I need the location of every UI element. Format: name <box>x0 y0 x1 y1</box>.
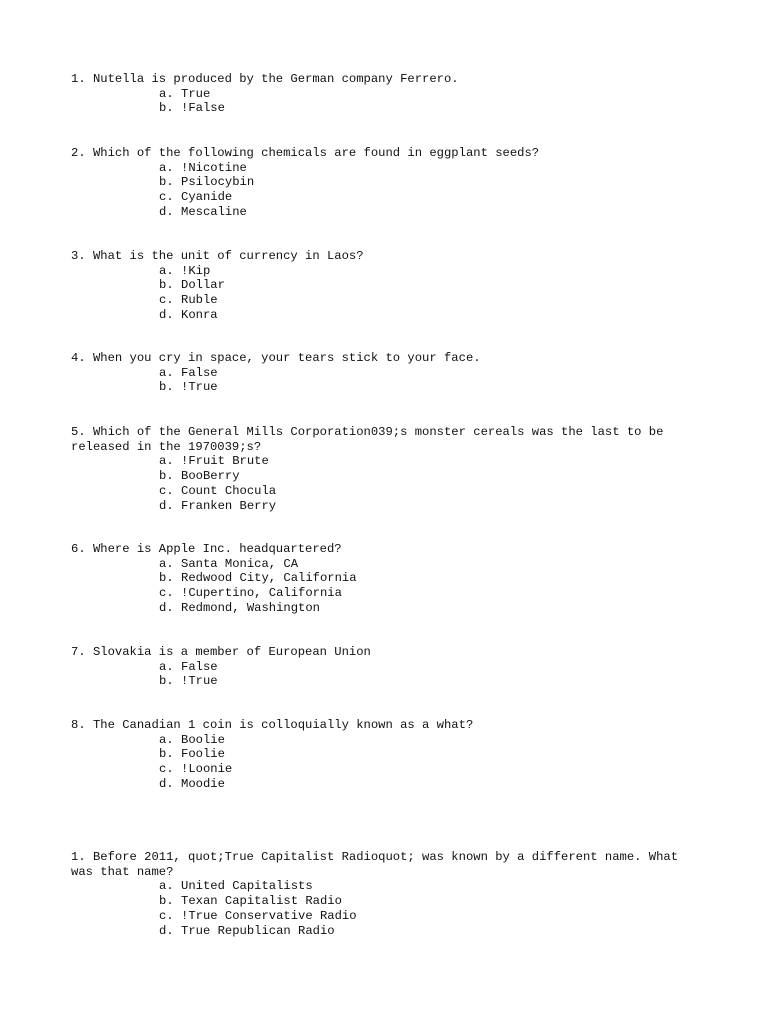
option <box>159 278 701 293</box>
question-text: 5. Which of the General Mills Corporation039;s monster cereals was the last to be released in the 1970039;s? <box>71 425 664 454</box>
option-letter: b. <box>159 175 174 190</box>
question-4 <box>71 351 701 395</box>
option <box>159 601 701 616</box>
option-letter: b. <box>159 380 174 395</box>
option-letter: c. <box>159 586 174 601</box>
option-list <box>71 87 701 116</box>
option <box>159 924 701 939</box>
option-text: Moodie <box>181 776 225 791</box>
question-9 <box>71 850 701 938</box>
option <box>159 674 701 689</box>
option-text: Count Chocula <box>181 483 277 498</box>
option-list <box>71 161 701 220</box>
option <box>159 366 701 381</box>
option-text: Ruble <box>181 293 218 308</box>
option-text: !Cupertino, California <box>181 586 342 601</box>
option-text: !True <box>181 380 218 395</box>
option-letter: c. <box>159 908 174 923</box>
question-5 <box>71 425 701 513</box>
question-text: 3. What is the unit of currency in Laos? <box>71 249 364 263</box>
option-text: Dollar <box>181 278 225 293</box>
option-letter: d. <box>159 923 174 938</box>
option <box>159 190 701 205</box>
option <box>159 484 701 499</box>
question-text: 2. Which of the following chemicals are found in eggplant seeds? <box>71 146 540 160</box>
option-text: BooBerry <box>181 469 240 484</box>
option-letter: c. <box>159 762 174 777</box>
option <box>159 894 701 909</box>
option-text: Redmond, Washington <box>181 600 320 615</box>
question-text: 1. Nutella is produced by the German company Ferrero. <box>71 72 459 86</box>
option <box>159 469 701 484</box>
option <box>159 205 701 220</box>
option <box>159 777 701 792</box>
option <box>159 762 701 777</box>
option-letter: d. <box>159 776 174 791</box>
question-2 <box>71 146 701 220</box>
option-letter: d. <box>159 204 174 219</box>
option <box>159 499 701 514</box>
option-text: Redwood City, California <box>181 571 357 586</box>
option-list <box>71 879 701 938</box>
option-text: True <box>181 86 211 101</box>
option-text: Konra <box>181 307 218 322</box>
option <box>159 380 701 395</box>
option-letter: b. <box>159 747 174 762</box>
option-letter: a. <box>159 365 174 380</box>
option-text: Mescaline <box>181 204 247 219</box>
option-text: !True Conservative Radio <box>181 908 357 923</box>
option-list <box>71 264 701 323</box>
option-text: !Nicotine <box>181 160 247 175</box>
option-letter: b. <box>159 469 174 484</box>
option <box>159 87 701 102</box>
option-list <box>71 366 701 395</box>
option <box>159 571 701 586</box>
question-text: 8. The Canadian 1 coin is colloquially known as a what? <box>71 718 474 732</box>
question-text: 1. Before 2011, quot;True Capitalist Radioquot; was known by a different name. What was that name? <box>71 850 679 879</box>
option-letter: d. <box>159 600 174 615</box>
question-1 <box>71 72 701 116</box>
option-letter: a. <box>159 263 174 278</box>
option-text: Foolie <box>181 747 225 762</box>
question-6 <box>71 542 701 616</box>
option <box>159 879 701 894</box>
option-letter: a. <box>159 86 174 101</box>
option-text: !False <box>181 101 225 116</box>
option-text: True Republican Radio <box>181 923 335 938</box>
option-text: Texan Capitalist Radio <box>181 894 342 909</box>
option-letter: a. <box>159 454 174 469</box>
option-letter: b. <box>159 674 174 689</box>
question-7 <box>71 645 701 689</box>
option-text: United Capitalists <box>181 879 313 894</box>
option-letter: c. <box>159 293 174 308</box>
option-letter: b. <box>159 571 174 586</box>
option-text: Santa Monica, CA <box>181 556 299 571</box>
option-letter: a. <box>159 659 174 674</box>
option-text: False <box>181 659 218 674</box>
option-text: Boolie <box>181 732 225 747</box>
option <box>159 586 701 601</box>
option-letter: a. <box>159 879 174 894</box>
option-text: Psilocybin <box>181 175 255 190</box>
option <box>159 909 701 924</box>
option-text: !True <box>181 674 218 689</box>
option <box>159 557 701 572</box>
question-3 <box>71 249 701 323</box>
option-text: False <box>181 365 218 380</box>
option-list <box>71 557 701 616</box>
option-letter: d. <box>159 498 174 513</box>
option-text: !Kip <box>181 263 211 278</box>
question-text: 4. When you cry in space, your tears stick to your face. <box>71 351 481 365</box>
option <box>159 264 701 279</box>
option-list <box>71 733 701 792</box>
option-letter: b. <box>159 101 174 116</box>
option <box>159 293 701 308</box>
option <box>159 161 701 176</box>
option-letter: b. <box>159 278 174 293</box>
question-8 <box>71 718 701 792</box>
option-text: !Fruit Brute <box>181 454 269 469</box>
option-text: Cyanide <box>181 190 233 205</box>
option-letter: a. <box>159 160 174 175</box>
option-list <box>71 660 701 689</box>
option <box>159 660 701 675</box>
option-list <box>71 454 701 513</box>
option-letter: c. <box>159 483 174 498</box>
option <box>159 175 701 190</box>
question-text: 6. Where is Apple Inc. headquartered? <box>71 542 342 556</box>
question-text: 7. Slovakia is a member of European Union <box>71 645 371 659</box>
option-text: !Loonie <box>181 762 233 777</box>
option-text: Franken Berry <box>181 498 277 513</box>
option <box>159 308 701 323</box>
option <box>159 747 701 762</box>
option <box>159 454 701 469</box>
option-letter: d. <box>159 307 174 322</box>
option-letter: b. <box>159 894 174 909</box>
option-letter: c. <box>159 190 174 205</box>
option <box>159 101 701 116</box>
option <box>159 733 701 748</box>
option-letter: a. <box>159 556 174 571</box>
option-letter: a. <box>159 732 174 747</box>
